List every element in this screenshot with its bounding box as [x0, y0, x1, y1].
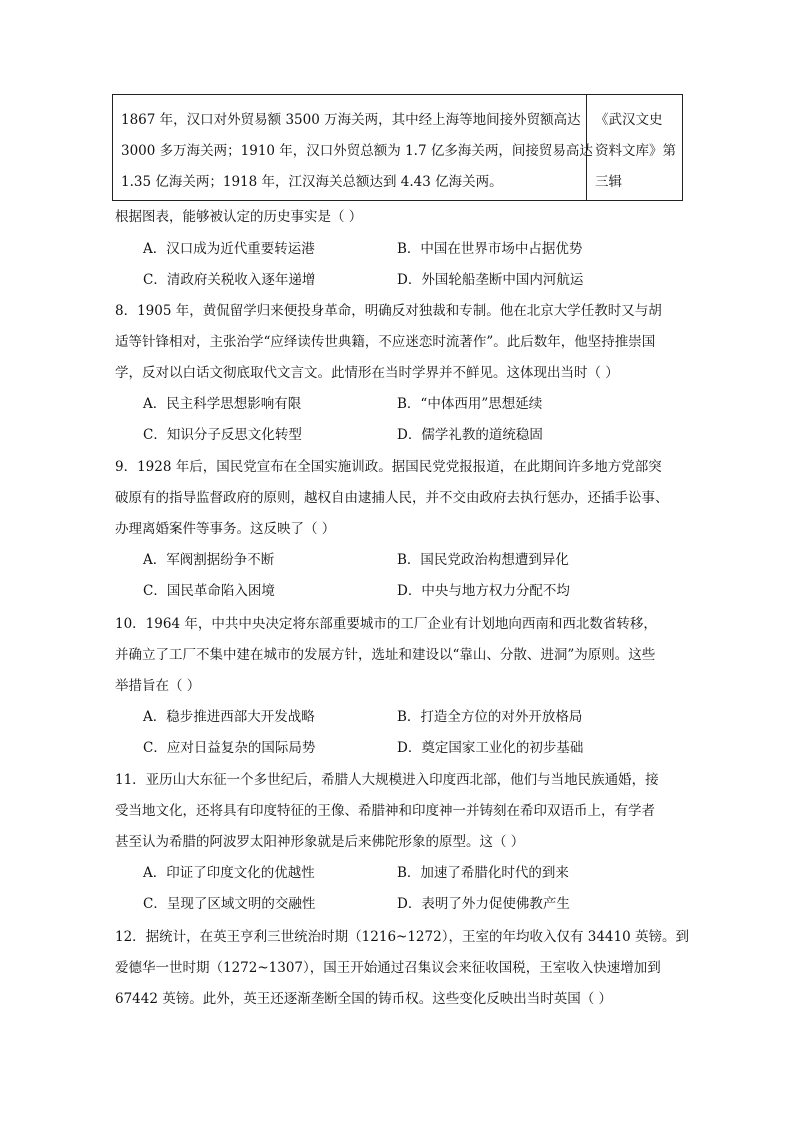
q11-option-d[interactable]: D．表明了外力促使佛教产生	[397, 896, 570, 912]
q11-stem-line: 甚至认为希腊的阿波罗太阳神形象就是后来佛陀形象的原型。这（ ）	[115, 834, 525, 850]
q12-stem-line: 爱德华一世时期（1272~1307），国王开始通过召集议会来征收国税，王室收入快速增加到	[115, 960, 661, 976]
source-text-line: 1867 年，汉口对外贸易额 3500 万海关两，其中经上海等地间接外贸额高达	[121, 112, 581, 128]
source-ref-line: 资料文库》第	[595, 143, 676, 159]
q8-stem-line: 学，反对以白话文彻底取代文言文。此情形在当时学界并不鲜见。这体现出当时（ ）	[115, 365, 619, 381]
source-text-line: 1.35 亿海关两；1918 年，江汉海关总额达到 4.43 亿海关两。	[121, 174, 503, 190]
source-table-content	[113, 95, 593, 200]
q9-stem-line: 破原有的指导监督政府的原则，越权自由逮捕人民，并不交由政府去执行惩办，还插手讼事、	[115, 490, 669, 506]
q10-option-b[interactable]: B．打造全方位的对外开放格局	[397, 709, 583, 725]
q8-option-c[interactable]: C．知识分子反思文化转型	[143, 427, 302, 443]
q9-option-d[interactable]: D．中央与地方权力分配不均	[397, 583, 570, 599]
q10-stem-line: 10．1964 年，中共中央决定将东部重要城市的工厂企业有计划地向西南和西北数省转移，	[115, 616, 657, 632]
q11-option-b[interactable]: B．加速了希腊化时代的到来	[397, 865, 569, 881]
q7-option-d[interactable]: D．外国轮船垄断中国内河航运	[397, 272, 584, 288]
q9-option-a[interactable]: A．军阀割据纷争不断	[143, 552, 275, 568]
q7-option-c[interactable]: C．清政府关税收入逐年递增	[143, 272, 316, 288]
q11-stem-line: 11．亚历山大东征一个多世纪后，希腊人大规模进入印度西北部，他们与当地民族通婚，接	[115, 772, 659, 788]
q10-stem-line: 举措旨在（ ）	[115, 678, 201, 694]
q10-stem-line: 并确立了工厂不集中建在城市的发展方针，选址和建设以“靠山、分散、进洞”为原则。这些	[115, 647, 656, 663]
source-table-reference	[587, 95, 682, 200]
q8-option-b[interactable]: B．“中体西用”思想延续	[397, 396, 543, 412]
q8-stem-line: 8．1905 年，黄侃留学归来便投身革命，明确反对独裁和专制。他在北京大学任教时又与胡	[115, 303, 662, 319]
q12-stem-line: 12．据统计，在英王亨利三世统治时期（1216~1272），王室的年均收入仅有 34410 英镑。到	[115, 929, 689, 945]
q11-stem-line: 受当地文化，还将具有印度特征的王像、希腊神和印度神一并铸刻在希印双语币上，有学者	[115, 803, 655, 819]
q11-option-a[interactable]: A．印证了印度文化的优越性	[143, 865, 315, 881]
q8-stem-line: 适等针锋相对，主张治学“应绎读传世典籍，不应迷恋时流著作”。此后数年，他坚持推崇国	[115, 334, 656, 350]
q9-stem-line: 9．1928 年后，国民党宣布在全国实施训政。据国民党党报报道，在此期间许多地方党部突	[115, 459, 662, 475]
q8-option-d[interactable]: D．儒学礼教的道统稳固	[397, 427, 543, 443]
q8-option-a[interactable]: A．民主科学思想影响有限	[143, 396, 302, 412]
q9-option-c[interactable]: C．国民革命陷入困境	[143, 583, 275, 599]
q9-stem-line: 办理离婚案件等事务。这反映了（ ）	[115, 521, 336, 537]
q10-option-a[interactable]: A．稳步推进西部大开发战略	[143, 709, 315, 725]
q12-stem-line: 67442 英镑。此外，英王还逐渐垄断全国的铸币权。这些变化反映出当时英国（ ）	[115, 991, 613, 1007]
q7-option-b[interactable]: B．中国在世界市场中占据优势	[397, 241, 583, 257]
source-ref-line: 《武汉文史	[595, 112, 663, 128]
q9-option-b[interactable]: B．国民党政治构想遭到异化	[397, 552, 569, 568]
q7-stem: 根据图表，能够被认定的历史事实是（ ）	[115, 209, 363, 225]
q7-option-a[interactable]: A．汉口成为近代重要转运港	[143, 241, 315, 257]
q10-option-d[interactable]: D．奠定国家工业化的初步基础	[397, 740, 584, 756]
source-ref-line: 三辑	[595, 174, 622, 190]
q10-option-c[interactable]: C．应对日益复杂的国际局势	[143, 740, 316, 756]
source-text-line: 3000 多万海关两；1910 年，汉口外贸总额为 1.7 亿多海关两，间接贸易高达	[121, 143, 593, 159]
source-table	[112, 94, 683, 201]
q11-option-c[interactable]: C．呈现了区域文明的交融性	[143, 896, 316, 912]
